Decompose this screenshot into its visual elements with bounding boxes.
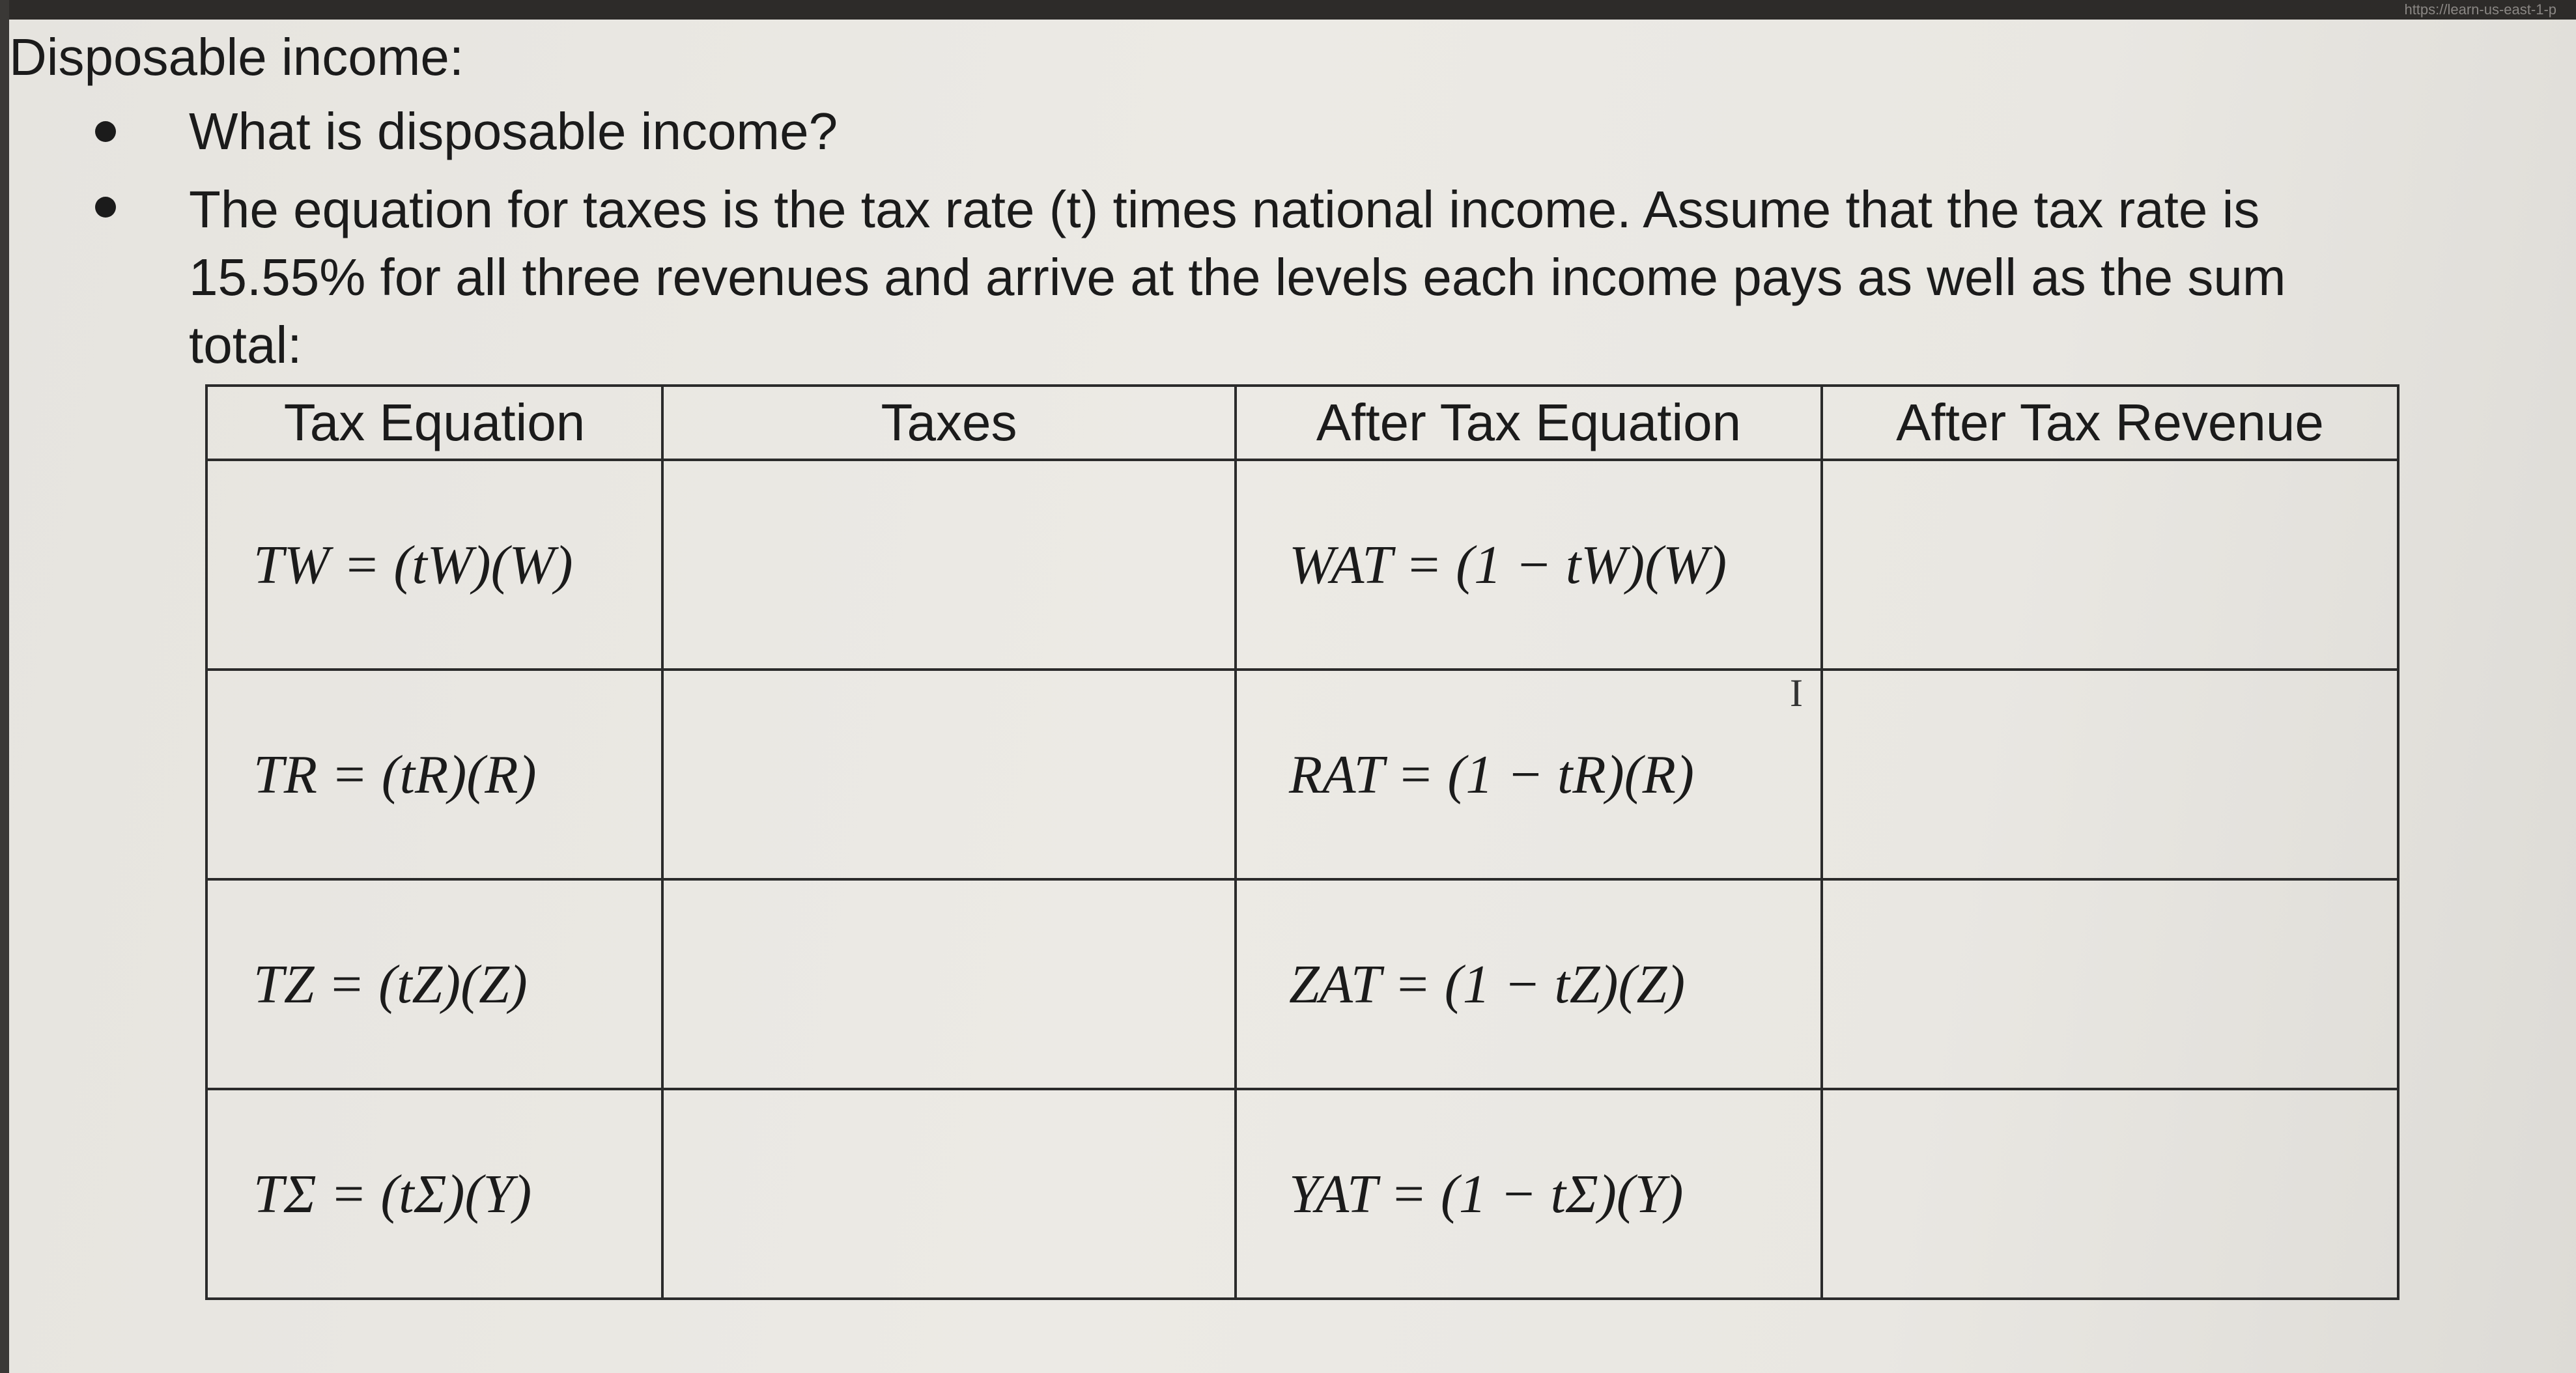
bullet-icon — [95, 197, 116, 218]
tax-equation-cell — [206, 1089, 662, 1299]
after-tax-revenue-input-cell[interactable] — [1822, 1089, 2398, 1299]
after-tax-equation-cell — [1236, 1089, 1822, 1299]
after-tax-equation-cell — [1236, 460, 1822, 670]
column-header-tax-equation: Tax Equation — [206, 386, 662, 460]
after-tax-revenue-input-cell[interactable] — [1822, 460, 2398, 670]
tax-equation: TW = (tW)(W) — [253, 534, 573, 595]
after-tax-equation: ZAT = (1 − tZ)(Z) — [1289, 954, 1686, 1015]
after-tax-equation-cell — [1236, 879, 1822, 1089]
monitor-bezel — [0, 0, 9, 1373]
after-tax-revenue-input-cell[interactable] — [1822, 670, 2398, 879]
text-cursor-icon: Ι — [1790, 672, 1803, 715]
taxes-input-cell[interactable] — [662, 1089, 1236, 1299]
tax-equation-cell — [206, 670, 662, 879]
table-row — [206, 1089, 2398, 1299]
tax-table — [205, 384, 2399, 1300]
after-tax-equation-cell — [1236, 670, 1822, 879]
tax-equation: TΣ = (tΣ)(Y) — [253, 1163, 532, 1224]
taxes-input-cell[interactable] — [662, 670, 1236, 879]
taxes-input-cell[interactable] — [662, 879, 1236, 1089]
table-row — [206, 879, 2398, 1089]
after-tax-equation: WAT = (1 − tW)(W) — [1289, 534, 1727, 595]
column-header-after-tax-revenue: After Tax Revenue — [1822, 386, 2398, 460]
table-row — [206, 460, 2398, 670]
tax-equation-cell — [206, 460, 662, 670]
section-heading: Disposable income: — [9, 28, 464, 86]
bullet-item: The equation for taxes is the tax rate (t) times national income. Assume that the tax rate is 15.55% for all three revenues and arrive at the levels each income pays as well as the sum total: — [189, 180, 2286, 374]
column-header-after-tax-equation: After Tax Equation — [1236, 386, 1822, 460]
tax-equation: TR = (tR)(R) — [253, 744, 537, 805]
url-fragment: https://learn-us-east-1-p — [2404, 1, 2556, 18]
column-header-taxes: Taxes — [662, 386, 1236, 460]
bullet-item: What is disposable income? — [189, 102, 838, 160]
table-header-row — [206, 386, 2398, 460]
browser-top-bar — [0, 0, 2576, 20]
tax-equation-cell — [206, 879, 662, 1089]
bullet-icon — [95, 121, 116, 142]
tax-equation: TZ = (tZ)(Z) — [253, 954, 528, 1015]
taxes-input-cell[interactable] — [662, 460, 1236, 670]
after-tax-revenue-input-cell[interactable] — [1822, 879, 2398, 1089]
after-tax-equation: RAT = (1 − tR)(R) — [1289, 744, 1694, 805]
after-tax-equation: YAT = (1 − tΣ)(Y) — [1289, 1163, 1684, 1224]
table-row — [206, 670, 2398, 879]
